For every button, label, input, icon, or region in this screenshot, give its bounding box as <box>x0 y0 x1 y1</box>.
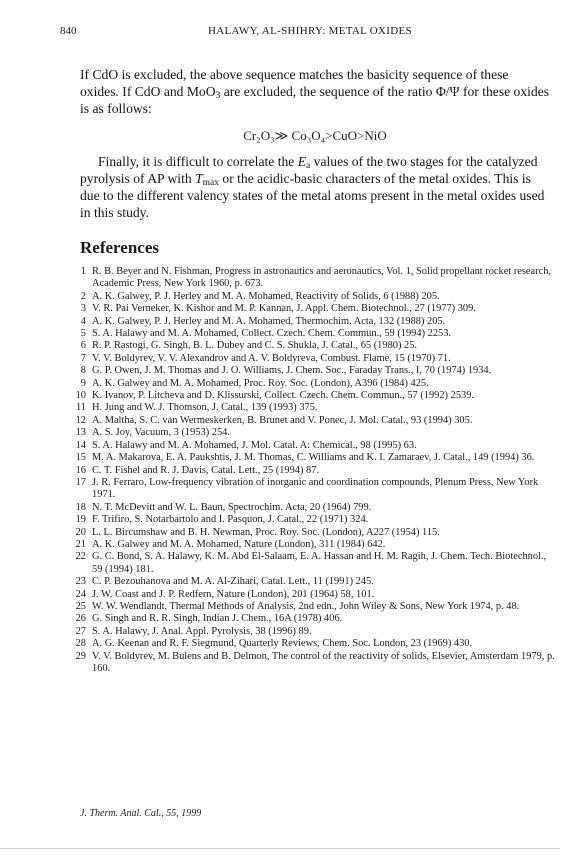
paragraph-conclusion <box>80 153 550 221</box>
p1-text-a: If CdO is excluded, the above sequence matches the basicity sequence of these oxides. If CdO and MoO <box>80 67 509 99</box>
reference-item <box>72 551 557 576</box>
reference-item <box>72 303 557 315</box>
reference-text: G. C. Bond, S. A. Halawy, K. M. Abd El-Salaam, E. A. Hassan and H. M. Ragih, J. Chem. Tech. Biotechnol., 59 (1994) 181. <box>92 551 547 575</box>
reference-number: 5 <box>80 328 86 340</box>
reference-number: 15 <box>75 452 86 464</box>
reference-text: S. A. Halawy and M. A. Mohamed, Collect. Czech. Chem. Commun., 59 (1994) 2253. <box>92 328 452 340</box>
reference-item <box>72 365 557 377</box>
page-number: 840 <box>60 25 77 37</box>
reference-item <box>72 502 557 514</box>
bottom-divider <box>0 848 560 849</box>
reference-number: 21 <box>75 538 86 550</box>
reference-text: S. A. Halawy, J. Anal. Appl. Pyrolysis, 38 (1996) 89. <box>92 625 312 637</box>
reference-number: 7 <box>80 352 86 364</box>
reference-item <box>72 316 557 328</box>
reference-item <box>72 626 557 638</box>
reference-text: L. L. Bircumshaw and B. H. Newman, Proc. Roy. Soc. (London), A227 (1954) 115. <box>92 526 440 538</box>
reference-item <box>72 328 557 340</box>
reference-text: R. P. Rastogi, G. Singh, B. L. Dubey and C. S. Shukla, J. Catal., 65 (1980) 25. <box>92 340 418 352</box>
reference-text: S. A. Halawy and M. A. Mohamed, J. Mol. Catal. A: Chemical., 98 (1995) 63. <box>92 439 417 451</box>
reference-item <box>72 440 557 452</box>
reference-number: 29 <box>75 650 86 662</box>
reference-number: 27 <box>75 625 86 637</box>
reference-number: 12 <box>75 414 86 426</box>
reference-number: 4 <box>80 315 86 327</box>
reference-item <box>72 340 557 352</box>
running-title: HALAWY, AL-SHIHRY: METAL OXIDES <box>208 25 412 37</box>
reference-number: 20 <box>75 526 86 538</box>
p2-text-a: Finally, it is difficult to correlate the <box>98 154 298 169</box>
paragraph-basicity <box>80 66 550 117</box>
reference-number: 9 <box>80 377 86 389</box>
reference-text: A. K. Galwey and M. A. Mohamed, Nature (London), 311 (1984) 642. <box>92 538 386 550</box>
reference-text: N. T. McDevitt and W. L. Baun, Spectrochim. Acta, 20 (1964) 799. <box>92 501 372 513</box>
reference-item <box>72 601 557 613</box>
reference-text: V. V. Boldyrev, M. Bulens and B. Delmon, The control of the reactivity of solids, Elsevier, Amsterdam 1979, p. 160. <box>92 650 555 674</box>
reference-text: K. Ivanov, P. Litcheva and D. Klissurski, Collect. Czech. Chem. Commun., 57 (1992) 2539. <box>92 390 474 402</box>
page-header <box>60 25 560 39</box>
reference-number: 26 <box>75 613 86 625</box>
reference-text: A. K. Galwey, P. J. Herley and M. A. Mohamed, Reactivity of Solids, 6 (1988) 205. <box>92 290 440 302</box>
reference-item <box>72 390 557 402</box>
reference-number: 23 <box>75 576 86 588</box>
reference-item <box>72 638 557 650</box>
reference-number: 18 <box>75 501 86 513</box>
reference-text: V. R. Pai Verneker, K. Kishor and M. P. Kannan, J. Appl. Chem. Biotechnol., 27 (1977) 309. <box>92 303 476 315</box>
reference-number: 8 <box>80 365 86 377</box>
reference-item <box>72 539 557 551</box>
reference-text: W. W. Wendlandt, Thermal Methods of Analysis, 2nd edn., John Wiley & Sons, New York 1974, p. 48. <box>92 600 520 612</box>
reference-text: A. G. Keenan and R. F. Siegmund, Quarterly Reviews, Chem. Soc. London, 23 (1969) 430. <box>92 638 473 650</box>
p2-text-b: values of the two stages for the catalyzed pyrolysis of AP with <box>80 154 538 186</box>
reference-list <box>72 266 557 675</box>
reference-text: C. T. Fishel and R. J. Davis, Catal. Lett., 25 (1994) 87. <box>92 464 320 476</box>
reference-item <box>72 589 557 601</box>
reference-text: A. K. Galwey, P. J. Herley and M. A. Mohamed, Thermochim. Acta, 132 (1988) 205. <box>92 315 446 327</box>
reference-item <box>72 527 557 539</box>
reference-text: A. Maltha, S. C. van Wermeskerken, B. Brunet and V. Ponec, J. Mol. Catal., 93 (1994) 305. <box>92 414 473 426</box>
reference-text: R. B. Beyer and N. Fishman, Progress in astronautics and aeronautics, Vol. 1, Solid propellant rocket research, Academic Press, New York 1960, p. 673. <box>92 266 552 290</box>
reference-number: 14 <box>75 439 86 451</box>
p2-text-c: or the acidic-basic characters of the metal oxides. This is due to the different valency states of the metal atoms present in the metal oxides used in this study. <box>80 171 545 220</box>
reference-text: V. V. Boldyrev, V. V. Alexandrov and A. V. Boldyreva, Combust. Flame, 15 (1970) 71. <box>92 352 451 364</box>
reference-item <box>72 415 557 427</box>
reference-text: A. K. Galwey and M. A. Mohamed, Proc. Roy. Soc. (London), A396 (1984) 425. <box>92 377 429 389</box>
reference-number: 19 <box>75 514 86 526</box>
reference-text: C. P. Bezouhanova and M. A. Al-Zihari, Catal. Lett., 11 (1991) 245. <box>92 576 374 588</box>
p2-symbol-t-sub: max <box>202 178 220 188</box>
reference-item <box>72 576 557 588</box>
p2-symbol-t: T <box>195 171 203 186</box>
reference-number: 2 <box>80 290 86 302</box>
reference-item <box>72 402 557 414</box>
references-heading: References <box>80 238 159 257</box>
reference-number: 22 <box>75 551 86 563</box>
reference-text: G. P. Owen, J. M. Thomas and J. O. Williams, J. Chem. Soc., Faraday Trans., I, 70 (1974) 1934. <box>92 365 492 377</box>
reference-item <box>72 378 557 390</box>
reference-item <box>72 291 557 303</box>
reference-item <box>72 266 557 291</box>
reference-text: G. Singh and R. R. Singh, Indian J. Chem., 16A (1978) 406. <box>92 613 343 625</box>
reference-number: 16 <box>75 464 86 476</box>
reference-number: 25 <box>75 600 86 612</box>
p1-subscript: 3 <box>215 91 221 101</box>
reference-item <box>72 514 557 526</box>
reference-text: M. A. Makarova, E. A. Paukshtis, J. M. Thomas, C. Williams and K. I. Zamaraev, J. Catal., 149 (1994) 36. <box>92 452 535 464</box>
reference-text: J. W. Coast and J. P. Redfern, Nature (London), 201 (1964) 58, 101. <box>92 588 375 600</box>
reference-item <box>72 651 557 676</box>
reference-item <box>72 613 557 625</box>
p2-symbol-e-sub: a <box>306 161 311 171</box>
reference-number: 3 <box>80 303 86 315</box>
reference-text: F. Trifiro, S. Notarbartolo and I. Pasquon, J. Catal., 22 (1971) 324. <box>92 514 369 526</box>
reference-text: A. S. Joy, Vacuum, 3 (1953) 254. <box>92 427 230 439</box>
reference-number: 24 <box>75 588 86 600</box>
reference-number: 28 <box>75 638 86 650</box>
reference-number: 13 <box>75 427 86 439</box>
reference-number: 1 <box>80 266 86 277</box>
journal-footer: J. Therm. Anal. Cal., 55, 1999 <box>80 808 202 819</box>
reference-number: 17 <box>75 476 86 488</box>
reference-item <box>72 465 557 477</box>
reference-item <box>72 427 557 439</box>
reference-text: H. Jung and W. J. Thomson, J. Catal., 139 (1993) 375. <box>92 402 318 414</box>
reference-number: 10 <box>75 390 86 402</box>
oxide-sequence-formula: Cr₂O₃≫ Co₃O₄>CuO>NiO <box>243 128 387 143</box>
reference-item <box>72 477 557 502</box>
p2-symbol-e: E <box>297 154 307 169</box>
reference-text: J. R. Ferraro, Low-frequency vibration of inorganic and coordination compounds, Plenum Press, New York 1971. <box>92 476 539 501</box>
reference-number: 6 <box>80 340 86 352</box>
reference-number: 11 <box>75 402 86 414</box>
reference-item <box>72 353 557 365</box>
p1-text-b: are excluded, the sequence of the ratio Φ/Ψ for these oxides is as follows: <box>80 84 550 116</box>
reference-item <box>72 452 557 464</box>
